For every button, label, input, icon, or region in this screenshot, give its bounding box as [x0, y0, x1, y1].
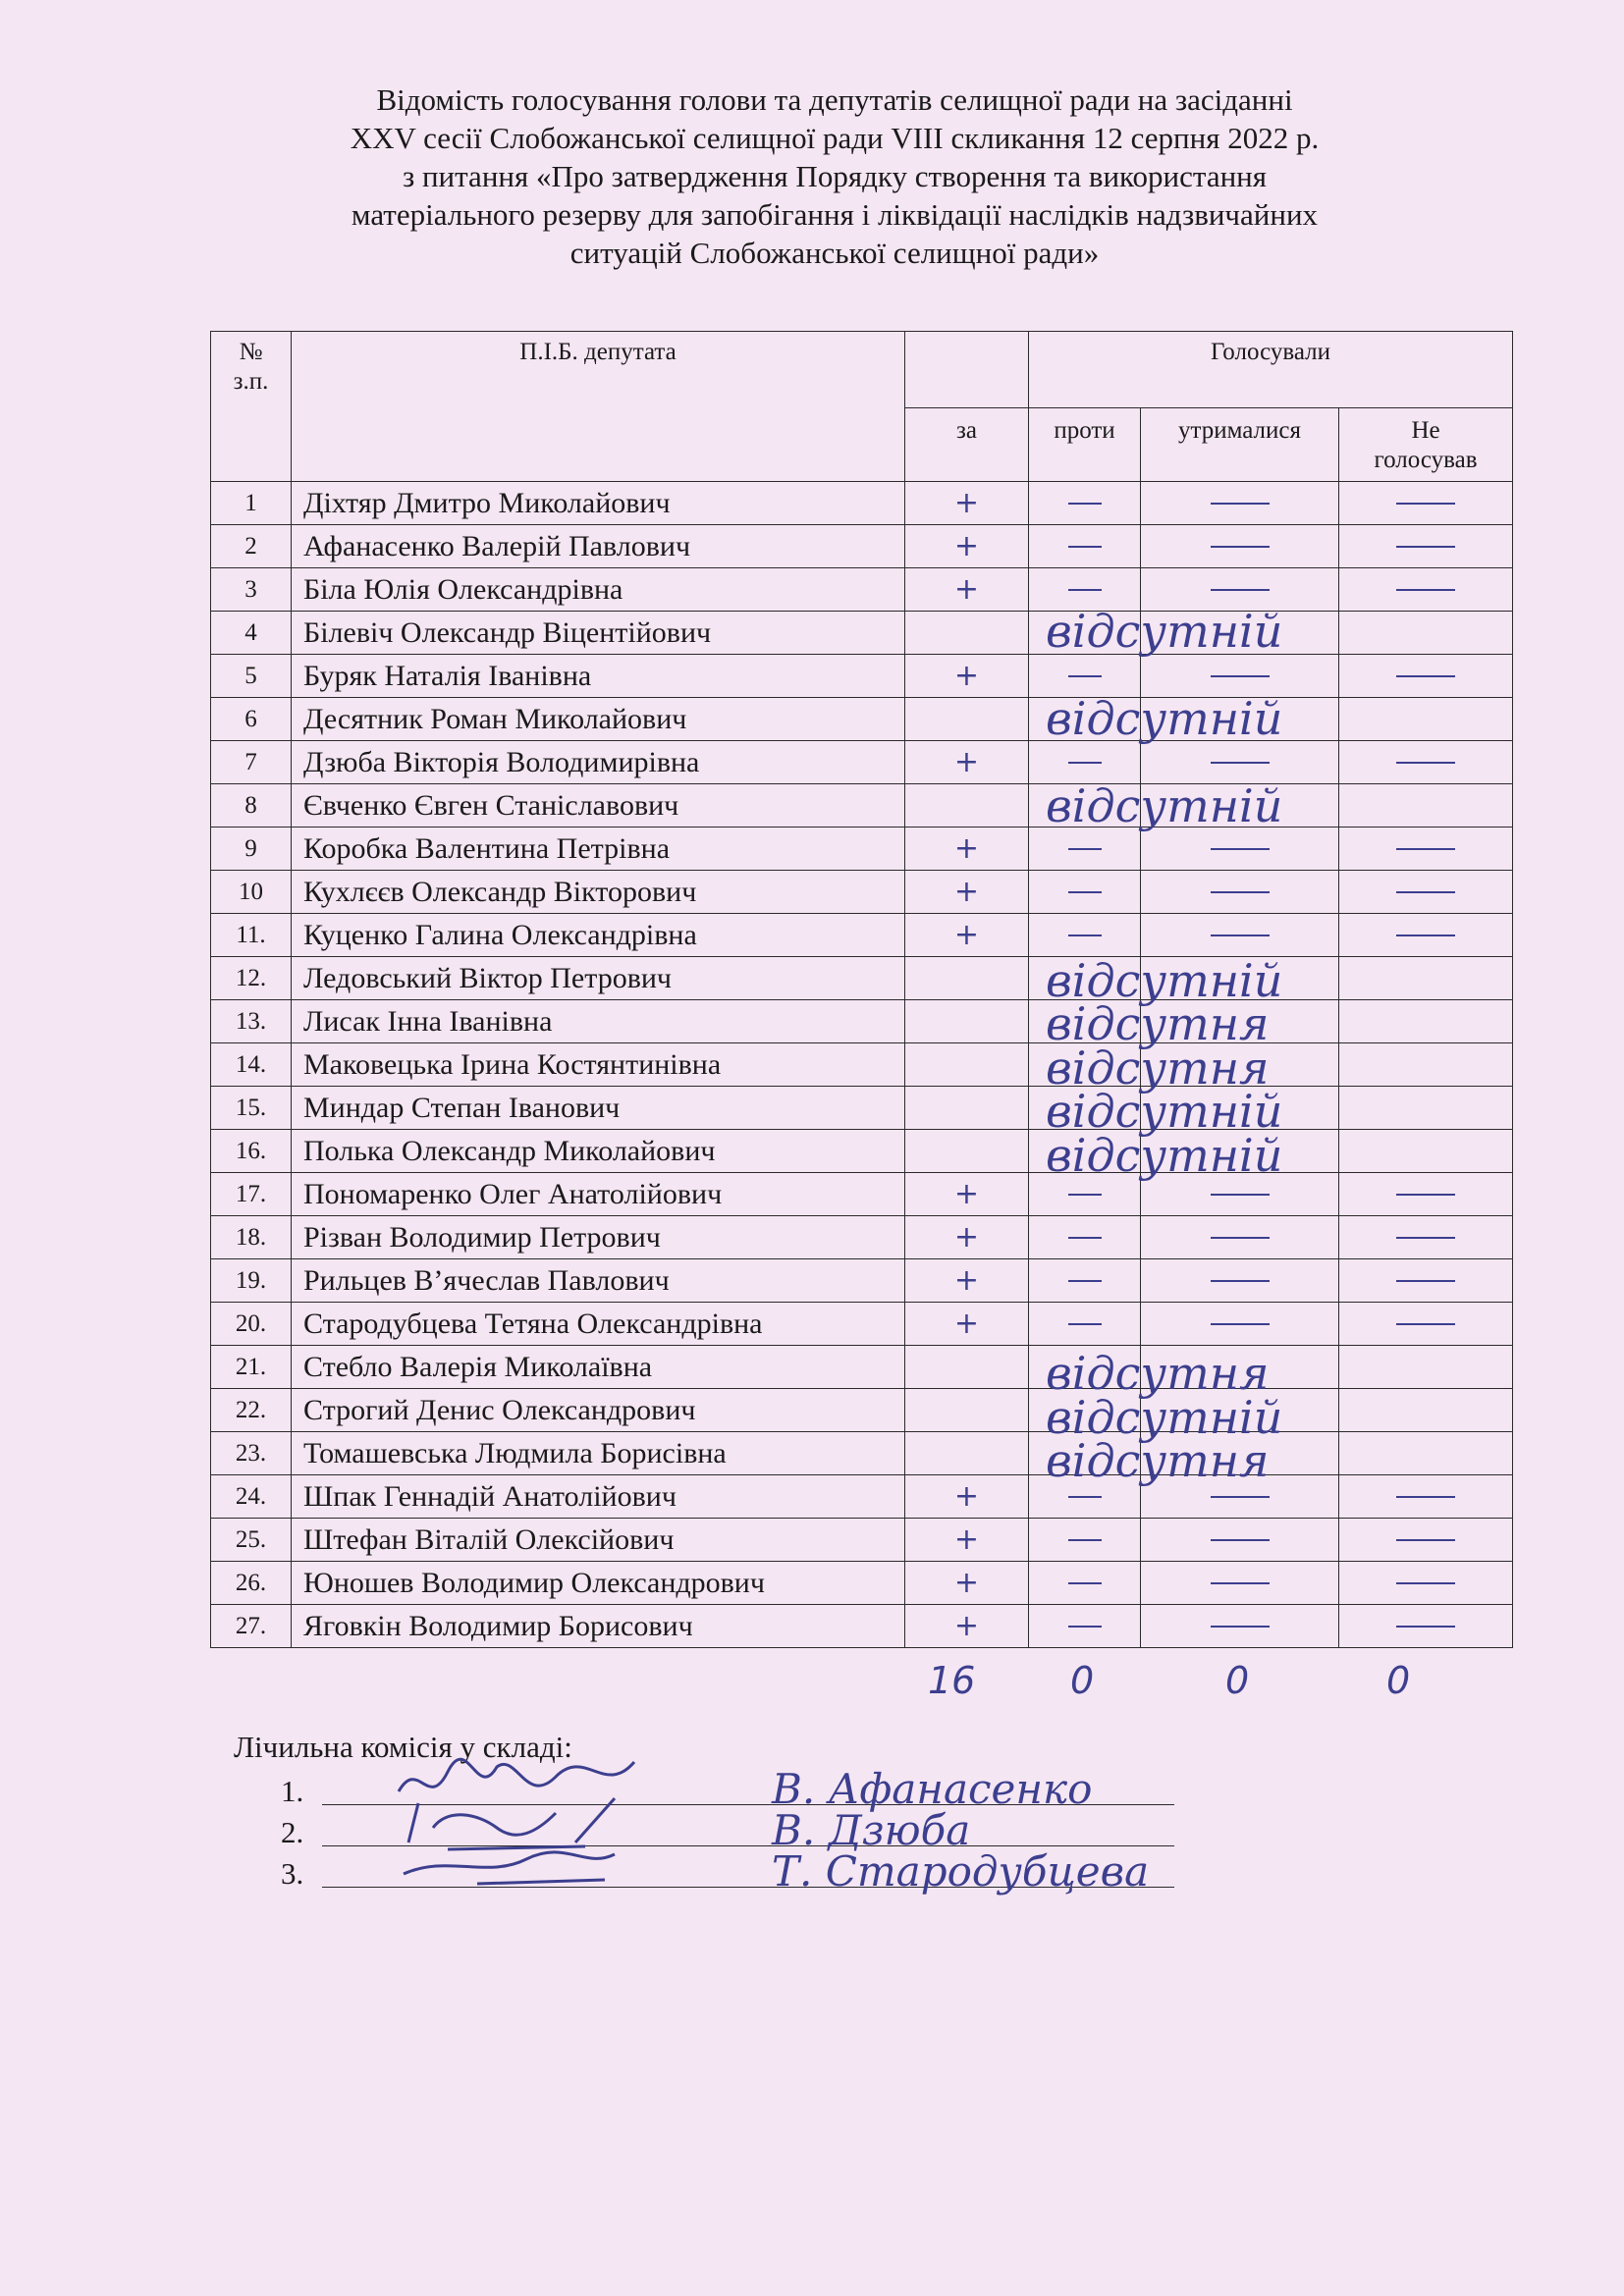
vote-against-cell [1029, 871, 1141, 914]
dash-mark [1396, 1539, 1455, 1541]
dash-mark [1211, 675, 1270, 677]
row-number: 24. [211, 1475, 292, 1519]
row-number: 4 [211, 612, 292, 655]
table-row [211, 1259, 1513, 1303]
vote-for-cell [905, 612, 1029, 655]
vote-abstained-cell [1141, 741, 1339, 784]
dash-mark [1068, 1539, 1102, 1541]
dash-mark [1068, 1626, 1102, 1628]
vote-not-voted-cell [1339, 612, 1513, 655]
plus-mark: + [953, 1306, 980, 1341]
vote-against-cell [1029, 568, 1141, 612]
vote-for-cell [905, 568, 1029, 612]
table-row [211, 1475, 1513, 1519]
dash-mark [1396, 891, 1455, 893]
plus-mark: + [953, 1522, 980, 1557]
plus-mark: + [953, 874, 980, 909]
vote-abstained-cell [1141, 1087, 1339, 1130]
vote-against-cell [1029, 1216, 1141, 1259]
vote-against-cell [1029, 957, 1141, 1000]
deputy-name: Яговкін Володимир Борисович [292, 1605, 905, 1648]
row-number: 26. [211, 1562, 292, 1605]
dash-mark [1396, 1626, 1455, 1628]
row-number: 14. [211, 1043, 292, 1087]
row-number: 18. [211, 1216, 292, 1259]
deputy-name: Афанасенко Валерій Павлович [292, 525, 905, 568]
member-number: 3. [281, 1856, 304, 1891]
vote-against-cell [1029, 698, 1141, 741]
dash-mark [1211, 1496, 1270, 1498]
table-row [211, 1173, 1513, 1216]
vote-abstained-cell [1141, 655, 1339, 698]
vote-against-cell [1029, 784, 1141, 828]
vote-against-cell [1029, 1130, 1141, 1173]
vote-abstained-cell [1141, 1605, 1339, 1648]
table-row [211, 914, 1513, 957]
deputy-name: Біла Юлія Олександрівна [292, 568, 905, 612]
heading-line-4: матеріального резерву для запобігання і ліквідації наслідків надзвичайних [351, 197, 1319, 232]
vote-for-cell [905, 1173, 1029, 1216]
vote-not-voted-cell [1339, 784, 1513, 828]
vote-not-voted-cell [1339, 1087, 1513, 1130]
table-row [211, 1216, 1513, 1259]
plus-mark: + [953, 528, 980, 563]
dash-mark [1068, 546, 1102, 548]
dash-mark [1068, 848, 1102, 850]
row-number: 15. [211, 1087, 292, 1130]
plus-mark: + [953, 1176, 980, 1211]
vote-not-voted-cell [1339, 914, 1513, 957]
deputy-name: Різван Володимир Петрович [292, 1216, 905, 1259]
vote-not-voted-cell [1339, 871, 1513, 914]
dash-mark [1211, 1280, 1270, 1282]
vote-not-voted-cell [1339, 1519, 1513, 1562]
vote-abstained-cell [1141, 612, 1339, 655]
row-number: 5 [211, 655, 292, 698]
heading-line-1: Відомість голосування голови та депутатів селищної ради на засіданні [376, 82, 1293, 117]
member-name: Т. Стародубцева [772, 1847, 1150, 1896]
deputy-name: Маковецька Ірина Костянтинівна [292, 1043, 905, 1087]
vote-abstained-cell [1141, 1519, 1339, 1562]
vote-for-cell [905, 1130, 1029, 1173]
vote-abstained-cell [1141, 1259, 1339, 1303]
header-not-voted-line-1: Не [1411, 417, 1440, 444]
absent-note: відсутній [1046, 1128, 1283, 1182]
plus-mark: + [953, 1262, 980, 1298]
vote-for-cell [905, 1519, 1029, 1562]
table-row [211, 1303, 1513, 1346]
dash-mark [1396, 1582, 1455, 1584]
table-row [211, 741, 1513, 784]
row-number: 9 [211, 828, 292, 871]
header-name: П.І.Б. депутата [292, 332, 905, 482]
vote-abstained-cell [1141, 1475, 1339, 1519]
vote-for-cell [905, 1043, 1029, 1087]
dash-mark [1211, 1194, 1270, 1196]
vote-not-voted-cell [1339, 1605, 1513, 1648]
plus-mark: + [953, 744, 980, 779]
dash-mark [1211, 589, 1270, 591]
vote-abstained-cell [1141, 1216, 1339, 1259]
vote-abstained-cell [1141, 1130, 1339, 1173]
table-row [211, 1519, 1513, 1562]
vote-against-cell [1029, 1519, 1141, 1562]
commission-label: Лічильна комісія у складі: [234, 1730, 572, 1764]
dash-mark [1068, 891, 1102, 893]
vote-not-voted-cell [1339, 1173, 1513, 1216]
total-abstained: 0 [1225, 1659, 1250, 1702]
dash-mark [1068, 675, 1102, 677]
deputy-name: Стебло Валерія Миколаївна [292, 1346, 905, 1389]
vote-against-cell [1029, 525, 1141, 568]
deputy-name: Білевіч Олександр Віцентійович [292, 612, 905, 655]
vote-abstained-cell [1141, 957, 1339, 1000]
deputy-name: Ледовський Віктор Петрович [292, 957, 905, 1000]
vote-for-cell [905, 698, 1029, 741]
vote-for-cell [905, 1346, 1029, 1389]
deputy-name: Томашевська Людмила Борисівна [292, 1432, 905, 1475]
dash-mark [1396, 546, 1455, 548]
dash-mark [1211, 503, 1270, 505]
row-number: 8 [211, 784, 292, 828]
total-for: 16 [928, 1659, 976, 1702]
vote-for-cell [905, 871, 1029, 914]
total-against: 0 [1070, 1659, 1095, 1702]
header-abstained: утрималися [1141, 408, 1339, 482]
member-name: В. Дзюба [772, 1806, 971, 1854]
dash-mark [1068, 762, 1102, 764]
vote-abstained-cell [1141, 1562, 1339, 1605]
deputy-name: Штефан Віталій Олексійович [292, 1519, 905, 1562]
vote-abstained-cell [1141, 784, 1339, 828]
header-blank [905, 332, 1029, 408]
dash-mark [1211, 762, 1270, 764]
vote-not-voted-cell [1339, 1130, 1513, 1173]
absent-note: відсутній [1046, 604, 1283, 658]
row-number: 12. [211, 957, 292, 1000]
member-number: 2. [281, 1815, 304, 1849]
dash-mark [1396, 675, 1455, 677]
vote-for-cell [905, 482, 1029, 525]
row-number: 22. [211, 1389, 292, 1432]
plus-mark: + [953, 1478, 980, 1514]
dash-mark [1211, 1582, 1270, 1584]
vote-for-cell [905, 1087, 1029, 1130]
plus-mark: + [953, 658, 980, 693]
vote-for-cell [905, 525, 1029, 568]
vote-not-voted-cell [1339, 1216, 1513, 1259]
vote-against-cell [1029, 1432, 1141, 1475]
vote-not-voted-cell [1339, 1389, 1513, 1432]
dash-mark [1211, 1539, 1270, 1541]
table-row [211, 1605, 1513, 1648]
dash-mark [1396, 1237, 1455, 1239]
vote-not-voted-cell [1339, 1562, 1513, 1605]
vote-abstained-cell [1141, 1346, 1339, 1389]
plus-mark: + [953, 1565, 980, 1600]
plus-mark: + [953, 1219, 980, 1255]
row-number: 1 [211, 482, 292, 525]
vote-for-cell [905, 1475, 1029, 1519]
plus-mark: + [953, 830, 980, 866]
row-number: 3 [211, 568, 292, 612]
dash-mark [1211, 1626, 1270, 1628]
vote-against-cell [1029, 482, 1141, 525]
vote-not-voted-cell [1339, 828, 1513, 871]
row-number: 11. [211, 914, 292, 957]
heading-line-3: з питання «Про затвердження Порядку створення та використання [402, 159, 1268, 193]
vote-not-voted-cell [1339, 655, 1513, 698]
dash-mark [1068, 1237, 1102, 1239]
vote-against-cell [1029, 914, 1141, 957]
vote-not-voted-cell [1339, 1346, 1513, 1389]
vote-not-voted-cell [1339, 1303, 1513, 1346]
dash-mark [1068, 1194, 1102, 1196]
vote-not-voted-cell [1339, 1475, 1513, 1519]
table-row [211, 1130, 1513, 1173]
vote-for-cell [905, 784, 1029, 828]
vote-against-cell [1029, 1000, 1141, 1043]
vote-against-cell [1029, 612, 1141, 655]
vote-not-voted-cell [1339, 1000, 1513, 1043]
row-number: 16. [211, 1130, 292, 1173]
vote-abstained-cell [1141, 1389, 1339, 1432]
plus-mark: + [953, 917, 980, 952]
absent-note: відсутня [1046, 997, 1270, 1050]
table-row [211, 871, 1513, 914]
vote-for-cell [905, 1432, 1029, 1475]
vote-abstained-cell [1141, 525, 1339, 568]
vote-against-cell [1029, 1303, 1141, 1346]
table-row [211, 698, 1513, 741]
absent-note: відсутній [1046, 953, 1283, 1007]
heading-line-2: XXV сесії Слобожанської селищної ради VIII скликання 12 серпня 2022 р. [350, 121, 1320, 155]
vote-not-voted-cell [1339, 1432, 1513, 1475]
vote-for-cell [905, 1216, 1029, 1259]
total-not-voted: 0 [1386, 1659, 1411, 1702]
dash-mark [1068, 1496, 1102, 1498]
dash-mark [1211, 891, 1270, 893]
vote-against-cell [1029, 1259, 1141, 1303]
table-row [211, 1346, 1513, 1389]
dash-mark [1068, 1280, 1102, 1282]
vote-not-voted-cell [1339, 482, 1513, 525]
row-number: 2 [211, 525, 292, 568]
vote-against-cell [1029, 1562, 1141, 1605]
deputy-name: Полька Олександр Миколайович [292, 1130, 905, 1173]
row-number: 7 [211, 741, 292, 784]
vote-against-cell [1029, 1043, 1141, 1087]
vote-abstained-cell [1141, 1432, 1339, 1475]
table-row [211, 1432, 1513, 1475]
vote-for-cell [905, 1389, 1029, 1432]
table-row [211, 525, 1513, 568]
table-row [211, 655, 1513, 698]
deputy-name: Коробка Валентина Петрівна [292, 828, 905, 871]
dash-mark [1396, 589, 1455, 591]
member-number: 1. [281, 1774, 304, 1808]
table-row [211, 612, 1513, 655]
deputy-name: Лисак Інна Іванівна [292, 1000, 905, 1043]
deputy-name: Десятник Роман Миколайович [292, 698, 905, 741]
member-name: В. Афанасенко [772, 1765, 1093, 1813]
table-row [211, 1562, 1513, 1605]
heading-line-5: ситуацій Слобожанської селищної ради» [569, 236, 1100, 270]
dash-mark [1396, 1280, 1455, 1282]
dash-mark [1211, 546, 1270, 548]
header-not-voted-line-2: голосував [1374, 447, 1478, 473]
absent-note: відсутній [1046, 1390, 1283, 1444]
vote-against-cell [1029, 655, 1141, 698]
header-not-voted [1339, 408, 1513, 482]
vote-not-voted-cell [1339, 568, 1513, 612]
table-row [211, 1087, 1513, 1130]
deputy-name: Строгий Денис Олександрович [292, 1389, 905, 1432]
deputy-name: Пономаренко Олег Анатолійович [292, 1173, 905, 1216]
absent-note: відсутня [1046, 1434, 1270, 1487]
dash-mark [1068, 1582, 1102, 1584]
plus-mark: + [953, 571, 980, 607]
table-row [211, 784, 1513, 828]
table-row [211, 1389, 1513, 1432]
row-number: 21. [211, 1346, 292, 1389]
plus-mark: + [953, 485, 980, 520]
vote-against-cell [1029, 1173, 1141, 1216]
voting-table-body [211, 482, 1513, 1648]
vote-for-cell [905, 1303, 1029, 1346]
table-row [211, 568, 1513, 612]
dash-mark [1396, 1323, 1455, 1325]
vote-for-cell [905, 828, 1029, 871]
dash-mark [1396, 848, 1455, 850]
vote-against-cell [1029, 1389, 1141, 1432]
vote-not-voted-cell [1339, 525, 1513, 568]
vote-totals [0, 1659, 1624, 1708]
dash-mark [1396, 503, 1455, 505]
deputy-name: Миндар Степан Іванович [292, 1087, 905, 1130]
vote-abstained-cell [1141, 568, 1339, 612]
plus-mark: + [953, 1608, 980, 1643]
row-number: 20. [211, 1303, 292, 1346]
table-row [211, 828, 1513, 871]
vote-against-cell [1029, 828, 1141, 871]
header-number-line-2: з.п. [233, 368, 269, 395]
row-number: 25. [211, 1519, 292, 1562]
vote-not-voted-cell [1339, 741, 1513, 784]
dash-mark [1396, 1194, 1455, 1196]
vote-not-voted-cell [1339, 957, 1513, 1000]
deputy-name: Рильцев В’ячеслав Павлович [292, 1259, 905, 1303]
dash-mark [1068, 589, 1102, 591]
table-row [211, 1000, 1513, 1043]
row-number: 19. [211, 1259, 292, 1303]
row-number: 27. [211, 1605, 292, 1648]
dash-mark [1396, 762, 1455, 764]
dash-mark [1211, 848, 1270, 850]
signature-scrawl [389, 1835, 713, 1894]
vote-against-cell [1029, 1605, 1141, 1648]
row-number: 23. [211, 1432, 292, 1475]
deputy-name: Дзюба Вікторія Володимирівна [292, 741, 905, 784]
vote-for-cell [905, 1259, 1029, 1303]
row-number: 17. [211, 1173, 292, 1216]
vote-abstained-cell [1141, 1000, 1339, 1043]
document-heading [196, 80, 1473, 272]
vote-for-cell [905, 914, 1029, 957]
vote-not-voted-cell [1339, 1043, 1513, 1087]
header-for: за [905, 408, 1029, 482]
vote-abstained-cell [1141, 482, 1339, 525]
header-voted: Голосували [1029, 332, 1513, 408]
dash-mark [1068, 503, 1102, 505]
vote-for-cell [905, 1605, 1029, 1648]
vote-for-cell [905, 1562, 1029, 1605]
absent-note: відсутній [1046, 691, 1283, 745]
deputy-name: Кухлєєв Олександр Вікторович [292, 871, 905, 914]
row-number: 10 [211, 871, 292, 914]
vote-abstained-cell [1141, 828, 1339, 871]
vote-abstained-cell [1141, 871, 1339, 914]
dash-mark [1396, 1496, 1455, 1498]
deputy-name: Діхтяр Дмитро Миколайович [292, 482, 905, 525]
vote-abstained-cell [1141, 914, 1339, 957]
commission-member-3 [281, 1847, 1174, 1896]
vote-against-cell [1029, 1346, 1141, 1389]
vote-against-cell [1029, 1475, 1141, 1519]
absent-note: відсутня [1046, 1347, 1270, 1400]
dash-mark [1068, 934, 1102, 936]
vote-abstained-cell [1141, 1173, 1339, 1216]
deputy-name: Буряк Наталія Іванівна [292, 655, 905, 698]
vote-for-cell [905, 957, 1029, 1000]
absent-note: відсутній [1046, 778, 1283, 832]
vote-against-cell [1029, 1087, 1141, 1130]
absent-note: відсутній [1046, 1085, 1283, 1138]
dash-mark [1396, 934, 1455, 936]
header-number [211, 332, 292, 482]
vote-abstained-cell [1141, 1303, 1339, 1346]
table-row [211, 957, 1513, 1000]
header-number-line-1: № [239, 339, 263, 365]
vote-for-cell [905, 655, 1029, 698]
table-row [211, 1043, 1513, 1087]
vote-not-voted-cell [1339, 1259, 1513, 1303]
header-against: проти [1029, 408, 1141, 482]
row-number: 13. [211, 1000, 292, 1043]
deputy-name: Стародубцева Тетяна Олександрівна [292, 1303, 905, 1346]
deputy-name: Шпак Геннадій Анатолійович [292, 1475, 905, 1519]
deputy-name: Юношев Володимир Олександрович [292, 1562, 905, 1605]
deputy-name: Євченко Євген Станіславович [292, 784, 905, 828]
deputy-name: Куценко Галина Олександрівна [292, 914, 905, 957]
vote-for-cell [905, 741, 1029, 784]
table-row [211, 482, 1513, 525]
vote-abstained-cell [1141, 698, 1339, 741]
dash-mark [1211, 1323, 1270, 1325]
absent-note: відсутня [1046, 1041, 1270, 1095]
dash-mark [1211, 1237, 1270, 1239]
vote-for-cell [905, 1000, 1029, 1043]
vote-against-cell [1029, 741, 1141, 784]
dash-mark [1068, 1323, 1102, 1325]
dash-mark [1211, 934, 1270, 936]
vote-abstained-cell [1141, 1043, 1339, 1087]
voting-table [210, 331, 1513, 1648]
vote-not-voted-cell [1339, 698, 1513, 741]
row-number: 6 [211, 698, 292, 741]
